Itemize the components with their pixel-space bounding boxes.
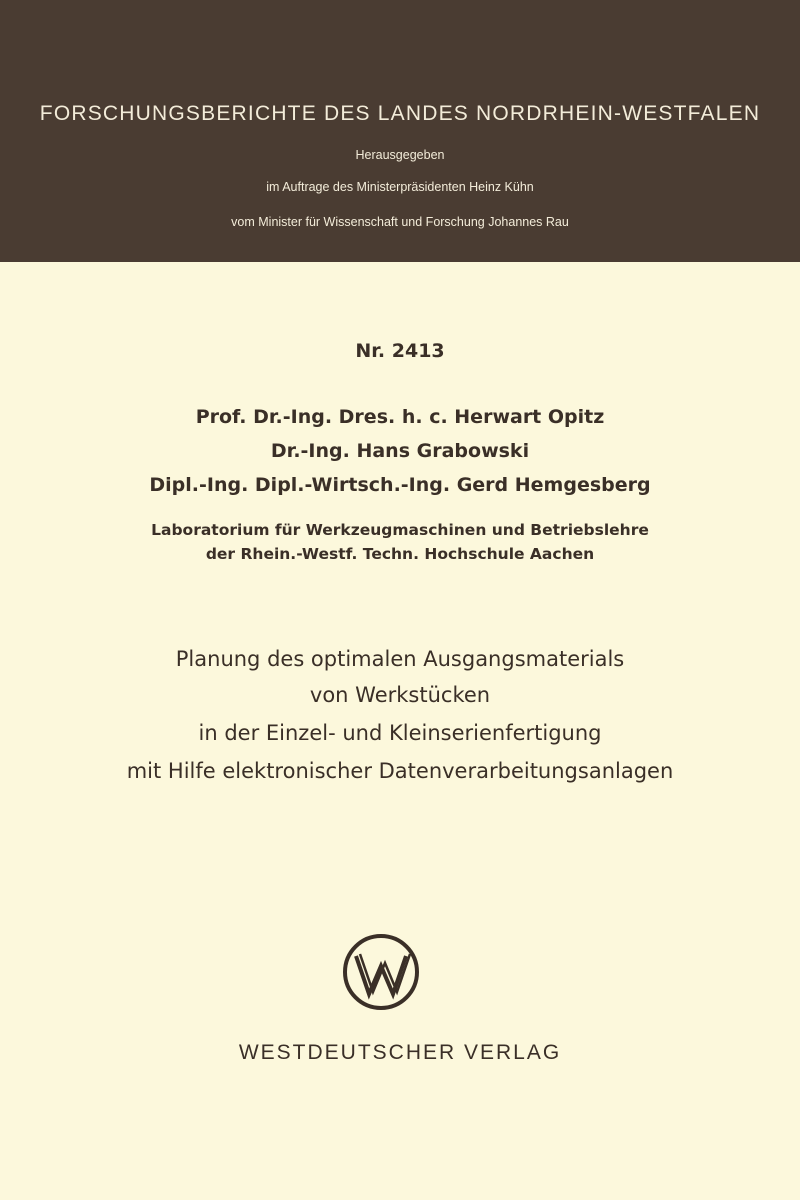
author-2: Dr.-Ing. Hans Grabowski (270, 440, 530, 462)
ww-monogram-icon (341, 932, 421, 1012)
author-1: Prof. Dr.-Ing. Dres. h. c. Herwart Opitz (195, 406, 605, 428)
report-number: Nr. 2413 (355, 340, 445, 362)
publisher-note-line-3: vom Minister für Wissenschaft und Forschung Johannes Rau (231, 215, 569, 229)
series-title: FORSCHUNGSBERICHTE DES LANDES NORDRHEIN-WESTFALEN (39, 102, 761, 125)
institution-line-2: der Rhein.-Westf. Techn. Hochschule Aachen (205, 545, 595, 563)
series-header (0, 0, 800, 262)
publisher-note-line-2: im Auftrage des Ministerpräsidenten Heinz Kühn (266, 180, 534, 194)
institution-line-1: Laboratorium für Werkzeugmaschinen und Betriebslehre (151, 521, 649, 539)
publisher-name: WESTDEUTSCHER VERLAG (238, 1041, 562, 1064)
book-title-line-1: Planung des optimalen Ausgangsmaterials (175, 647, 625, 671)
author-3: Dipl.-Ing. Dipl.-Wirtsch.-Ing. Gerd Hemgesberg (149, 474, 651, 496)
book-title-line-3: in der Einzel- und Kleinserienfertigung (198, 721, 602, 745)
publisher-note-line-1: Herausgegeben (355, 148, 445, 162)
book-title-line-2: von Werkstücken (309, 683, 491, 707)
book-title-line-4: mit Hilfe elektronischer Datenverarbeitungsanlagen (126, 759, 674, 783)
